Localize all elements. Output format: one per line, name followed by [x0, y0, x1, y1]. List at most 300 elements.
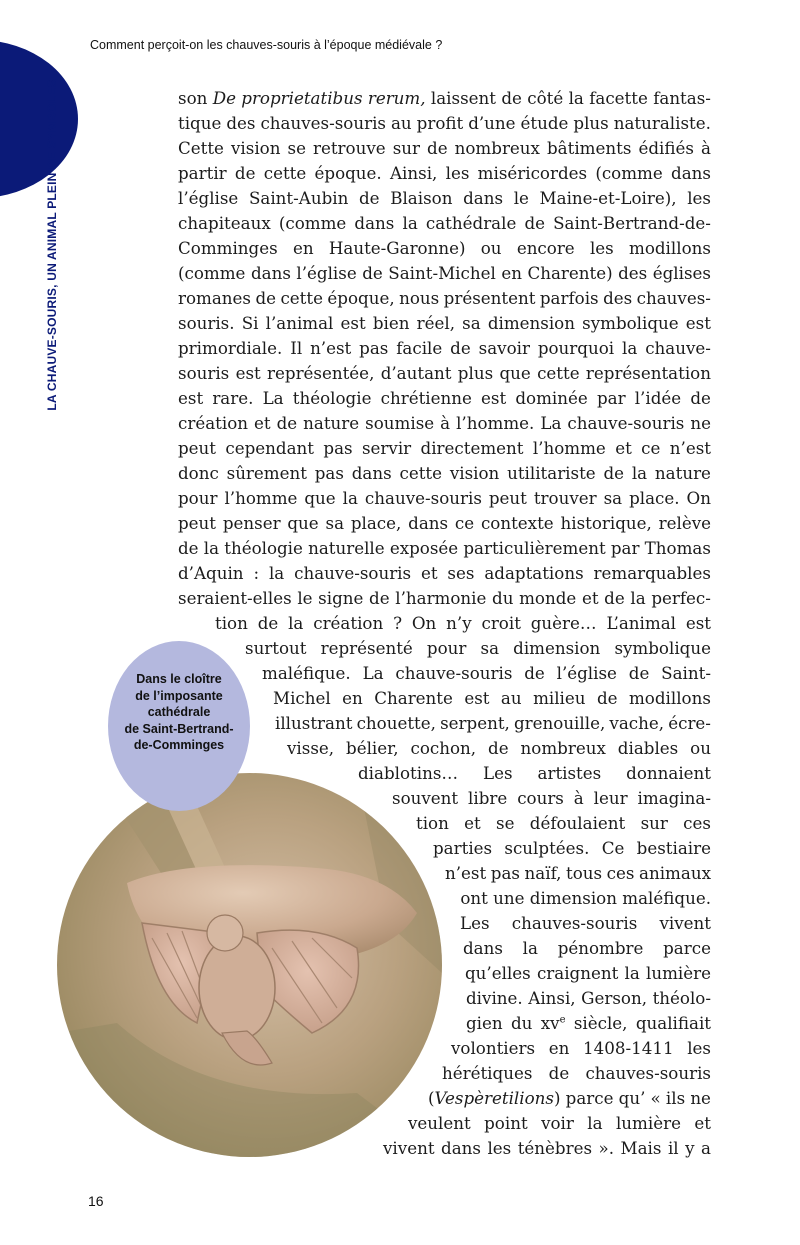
- body-word: peut: [178, 438, 217, 458]
- sculpture-photo: [57, 773, 442, 1157]
- body-word: dans: [354, 213, 395, 233]
- body-text-line: [392, 786, 711, 811]
- body-text-line: [178, 561, 711, 586]
- body-word: donnaient: [626, 763, 711, 783]
- body-word: Michel: [273, 688, 331, 708]
- body-word: théologie: [292, 388, 372, 408]
- body-word: la: [587, 1113, 603, 1133]
- caption-line: Dans le cloître: [136, 672, 222, 686]
- body-word: représentation: [585, 363, 711, 383]
- body-word: ils: [665, 1088, 686, 1108]
- body-word: édifiés: [638, 138, 694, 158]
- body-word: L’animal: [606, 613, 676, 633]
- body-word: pénombre: [557, 938, 644, 958]
- body-word: bien: [372, 313, 410, 333]
- body-word: ce: [454, 513, 475, 533]
- body-word: illustrant: [275, 713, 353, 733]
- body-word: la: [631, 463, 648, 483]
- body-word: chauves-souris: [585, 1063, 711, 1083]
- body-word: de: [178, 538, 199, 558]
- body-text-line: [178, 186, 711, 211]
- body-word: chauve-souris: [395, 663, 513, 683]
- body-word: nature: [654, 463, 711, 483]
- body-word: lumière: [646, 963, 711, 983]
- bat-sculpture-image: [57, 773, 442, 1157]
- body-word: Haute-Garonne): [328, 238, 466, 258]
- body-word: encore: [516, 238, 575, 258]
- body-word: ce: [641, 438, 661, 458]
- body-word: de: [501, 88, 522, 108]
- body-word: diables: [617, 738, 679, 758]
- body-word: l’église: [178, 188, 239, 208]
- body-word: de: [427, 138, 448, 158]
- body-text-line: [178, 311, 711, 336]
- body-word: des: [603, 288, 633, 308]
- body-word: Saint-Bertrand-de-: [553, 213, 711, 233]
- body-text-line: [178, 386, 711, 411]
- body-text-line: [178, 511, 711, 536]
- body-word: de: [255, 288, 276, 308]
- body-word: la: [622, 338, 638, 358]
- body-word: chauves-souris: [511, 913, 638, 933]
- body-text-line: [178, 136, 711, 161]
- body-word: époque,: [327, 288, 395, 308]
- body-word: craignent: [536, 963, 619, 983]
- body-word: et: [581, 588, 599, 608]
- body-word: vache,: [609, 713, 665, 733]
- body-word: de: [603, 463, 625, 483]
- body-word: dans: [408, 513, 449, 533]
- body-word: en: [342, 688, 363, 708]
- body-word: profit: [416, 113, 464, 133]
- body-word: grenouille,: [513, 713, 606, 733]
- body-word: De proprietatibus rerum,: [212, 88, 426, 108]
- body-word: pas: [359, 338, 389, 358]
- body-word: parce: [565, 1088, 614, 1108]
- body-word: côté: [527, 88, 564, 108]
- body-word: remarquables: [593, 563, 711, 583]
- body-word: ou: [480, 238, 502, 258]
- body-word: au: [390, 113, 412, 133]
- body-word: Il: [290, 338, 303, 358]
- body-text-line: [245, 636, 711, 661]
- body-word: Maine-et-Loire),: [539, 188, 677, 208]
- body-word: cathédrale: [425, 213, 517, 233]
- body-word: ».: [598, 1138, 615, 1158]
- body-word: modillons: [628, 688, 711, 708]
- body-word: la: [624, 963, 640, 983]
- body-word: il: [667, 1138, 679, 1158]
- body-word: que: [304, 488, 336, 508]
- body-word: adaptations: [484, 563, 584, 583]
- body-word: le: [297, 588, 313, 608]
- photo-caption: [108, 671, 250, 754]
- body-word: «: [650, 1088, 661, 1108]
- body-text-line: [383, 1136, 711, 1161]
- caption-line: de Saint-Bertrand-: [124, 721, 234, 736]
- body-word: partir: [178, 163, 227, 183]
- body-word: et: [420, 563, 438, 583]
- body-text-line: [178, 336, 711, 361]
- body-word: les: [487, 1138, 512, 1158]
- body-word: de: [548, 1063, 570, 1083]
- body-word: à: [440, 413, 451, 433]
- body-word: chauves-: [636, 288, 711, 308]
- body-word: sûrement: [226, 463, 307, 483]
- body-word: dimension: [513, 638, 601, 658]
- body-word: cependant: [225, 438, 315, 458]
- body-word: ces: [683, 813, 711, 833]
- body-word: les: [589, 238, 614, 258]
- body-text-line: [178, 436, 711, 461]
- body-word: Comminges: [178, 238, 278, 258]
- body-word: se: [287, 138, 306, 158]
- body-word: de: [362, 263, 383, 283]
- body-word: Si: [241, 313, 259, 333]
- body-word: naïf,: [524, 863, 562, 883]
- body-text-line: [215, 611, 711, 636]
- body-word: l’homme: [224, 488, 298, 508]
- body-word: La: [362, 663, 384, 683]
- body-word: sa: [325, 513, 345, 533]
- body-word: et: [694, 1113, 711, 1133]
- body-word: chapiteaux: [178, 213, 271, 233]
- body-word: ne: [690, 413, 711, 433]
- body-text-line: [178, 361, 711, 386]
- body-word: chauve-: [645, 338, 711, 358]
- body-word: Thomas: [644, 538, 711, 558]
- body-word: qu’elles: [465, 963, 531, 983]
- body-word: milieu: [533, 688, 586, 708]
- body-word: leur: [593, 788, 628, 808]
- body-word: animaux: [639, 863, 711, 883]
- body-word: les: [445, 163, 470, 183]
- body-word: La: [540, 413, 562, 433]
- body-word: dans: [671, 163, 711, 183]
- body-word: modillons: [629, 238, 711, 258]
- body-word: facile: [396, 338, 443, 358]
- body-text-line: [178, 486, 711, 511]
- body-word: soumise: [365, 413, 435, 433]
- body-word: vision: [449, 463, 500, 483]
- body-word: hérétiques: [442, 1063, 533, 1083]
- body-word: signe: [318, 588, 364, 608]
- body-word: symbolique: [614, 638, 711, 658]
- body-text-line: [460, 911, 711, 936]
- body-text-line: [433, 836, 711, 861]
- body-word: plus: [457, 363, 494, 383]
- body-word: facette: [589, 88, 648, 108]
- body-text-line: [178, 586, 711, 611]
- body-word: l’église: [296, 263, 357, 283]
- body-word: imagina-: [637, 788, 711, 808]
- body-word: en: [501, 263, 522, 283]
- body-word: est: [340, 313, 366, 333]
- body-word: dans: [351, 463, 392, 483]
- body-word: chauve-souris: [567, 413, 685, 433]
- body-text-line: [445, 861, 711, 886]
- body-word: La: [262, 388, 284, 408]
- body-word: artistes: [537, 763, 602, 783]
- body-word: Saint-Aubin: [248, 188, 349, 208]
- body-word: perfec-: [651, 588, 711, 608]
- body-word: l’homme: [532, 438, 606, 458]
- chapter-side-title: LA CHAUVE-SOURIS, UN ANIMAL PLEIN DE SYMBOLES: [45, 79, 59, 411]
- body-word: retrouve: [313, 138, 386, 158]
- body-word: contexte: [480, 513, 554, 533]
- caption-line: de l’imposante: [135, 688, 223, 703]
- body-word: Gerson,: [581, 988, 648, 1008]
- body-word: cette: [399, 463, 443, 483]
- body-text-line: [287, 736, 711, 761]
- body-word: bâtiments: [547, 138, 632, 158]
- body-word: la: [203, 538, 220, 558]
- body-word: pour: [178, 488, 218, 508]
- body-text-line: [178, 261, 711, 286]
- body-word: est: [685, 613, 711, 633]
- body-word: lumière: [615, 1113, 681, 1133]
- body-word: naturaliste.: [613, 113, 711, 133]
- body-word: maléfique.: [262, 663, 351, 683]
- body-word: voir: [541, 1113, 574, 1133]
- body-word: penser: [222, 513, 281, 533]
- body-word: n’est: [669, 438, 711, 458]
- body-text-line: [428, 1086, 711, 1111]
- body-word: nous: [399, 288, 440, 308]
- body-word: ?: [393, 613, 403, 633]
- body-word: seraient-elles: [178, 588, 292, 608]
- body-text-line: [465, 961, 711, 986]
- body-word: tique: [178, 113, 222, 133]
- body-word: de: [369, 588, 390, 608]
- body-word: se: [496, 813, 515, 833]
- body-word: la: [402, 213, 418, 233]
- body-word: place,: [350, 513, 402, 533]
- body-word: Mais: [620, 1138, 662, 1158]
- body-word: sculptées.: [504, 838, 590, 858]
- body-word: époque.: [314, 163, 382, 183]
- body-text-line: [442, 1061, 711, 1086]
- body-word: la: [630, 588, 646, 608]
- body-word: a: [701, 1138, 711, 1158]
- body-word: chauve-souris: [294, 563, 412, 583]
- body-text-line: [178, 411, 711, 436]
- body-word: visse,: [287, 738, 335, 758]
- body-word: particulièrement: [463, 538, 606, 558]
- body-word: de: [359, 188, 380, 208]
- body-word: (comme: [595, 163, 663, 183]
- body-word: n’y: [446, 613, 472, 633]
- body-word: historique,: [560, 513, 652, 533]
- body-word: la: [522, 938, 538, 958]
- body-word: défoulaient: [529, 813, 626, 833]
- body-word: l’harmonie: [395, 588, 487, 608]
- body-word: de: [628, 663, 650, 683]
- body-word: Saint-: [661, 663, 711, 683]
- body-word: au: [500, 688, 522, 708]
- body-word: souris: [178, 363, 230, 383]
- body-word: volontiers: [451, 1038, 536, 1058]
- caption-line: de-Comminges: [133, 738, 225, 752]
- body-word: pour: [426, 638, 467, 658]
- body-word: écre-: [668, 713, 711, 733]
- body-word: que: [499, 363, 531, 383]
- body-word: tion: [416, 813, 449, 833]
- body-word: peut: [178, 513, 217, 533]
- body-word: de: [524, 213, 546, 233]
- body-word: On: [686, 488, 711, 508]
- body-word: de: [276, 413, 298, 433]
- body-word: de: [450, 338, 471, 358]
- body-word: n’est: [445, 863, 487, 883]
- body-word: chrétienne: [380, 388, 472, 408]
- body-word: cette: [263, 163, 307, 183]
- body-word: Charente: [374, 688, 453, 708]
- body-word: en: [292, 238, 314, 258]
- body-word: de: [524, 663, 545, 683]
- body-word: parfois: [539, 288, 599, 308]
- body-text-line: [178, 236, 711, 261]
- body-word: y: [685, 1138, 695, 1158]
- body-word: qualifiait: [635, 1013, 711, 1033]
- body-word: et: [254, 413, 271, 433]
- body-word: pas: [323, 438, 353, 458]
- body-word: théolo-: [652, 988, 711, 1008]
- body-word: primordiale.: [178, 338, 283, 358]
- body-word: présentent: [443, 288, 536, 308]
- body-word: de: [604, 588, 625, 608]
- body-word: Ainsi,: [528, 988, 576, 1008]
- body-word: nombreux: [520, 738, 606, 758]
- body-word: Charente): [527, 263, 613, 283]
- body-word: l’homme.: [456, 413, 535, 433]
- body-word: exposée: [389, 538, 459, 558]
- body-word: de: [234, 163, 256, 183]
- body-word: son: [178, 88, 208, 108]
- body-word: cochon,: [410, 738, 477, 758]
- body-word: d’Aquin: [178, 563, 244, 583]
- body-word: Ainsi,: [390, 163, 438, 183]
- body-word: la: [288, 613, 304, 633]
- body-word: ne: [690, 1088, 711, 1108]
- body-word: nature: [303, 413, 360, 433]
- body-word: dans: [463, 188, 504, 208]
- body-text-line: [178, 86, 711, 111]
- body-text-line: [178, 111, 711, 136]
- body-word: Les: [483, 763, 513, 783]
- body-word: à: [573, 788, 584, 808]
- body-word: servir: [361, 438, 412, 458]
- body-text-line: [262, 661, 711, 686]
- body-text-line: [466, 1011, 711, 1036]
- body-word: d’autant: [380, 363, 452, 383]
- body-word: monde: [519, 588, 577, 608]
- body-word: naturelle: [308, 538, 385, 558]
- body-text-line: [416, 811, 711, 836]
- body-word: trouver: [533, 488, 597, 508]
- body-text-line: [178, 211, 711, 236]
- body-word: en: [548, 1038, 570, 1058]
- caption-line: cathédrale: [147, 705, 211, 719]
- running-header: Comment perçoit-on les chauves-souris à l’époque médiévale ?: [90, 38, 443, 52]
- body-word: peut: [488, 488, 527, 508]
- body-word: et: [464, 813, 481, 833]
- body-word: cette: [537, 363, 580, 383]
- body-text-line: [275, 711, 711, 736]
- body-word: chauves-souris: [260, 113, 386, 133]
- body-word: relève: [658, 513, 711, 533]
- body-word: l’église: [556, 663, 617, 683]
- body-text-line: [178, 286, 711, 311]
- chapter-tab: [0, 40, 78, 198]
- body-word: pas: [314, 463, 344, 483]
- body-word: églises: [652, 263, 711, 283]
- body-word: directement: [420, 438, 524, 458]
- body-word: création: [178, 413, 248, 433]
- body-word: est: [481, 388, 507, 408]
- body-text-line: ont une dimension maléfique.: [460, 888, 711, 908]
- body-word: Cette: [178, 138, 224, 158]
- body-word: est: [685, 313, 711, 333]
- body-word: de: [488, 738, 509, 758]
- body-word: dans: [250, 263, 291, 283]
- body-word: souris.: [178, 313, 235, 333]
- body-word: étude: [520, 113, 569, 133]
- body-word: les: [687, 188, 711, 208]
- page-number: 16: [88, 1193, 104, 1209]
- body-word: vivent: [383, 1138, 435, 1158]
- body-word: (Vespèretilions): [428, 1088, 561, 1108]
- body-word: pourquoi: [537, 338, 615, 358]
- body-word: point: [484, 1113, 528, 1133]
- body-word: vision: [230, 138, 281, 158]
- body-word: par: [610, 538, 640, 558]
- body-word: représentée,: [267, 363, 375, 383]
- body-word: guère…: [530, 613, 597, 633]
- body-word: Ce: [601, 838, 625, 858]
- body-word: est: [235, 363, 261, 383]
- body-word: nombreux: [454, 138, 540, 158]
- body-word: utilitariste: [507, 463, 596, 483]
- body-word: Les: [460, 913, 490, 933]
- body-word: des: [618, 263, 648, 283]
- body-text-line: [463, 936, 711, 961]
- body-text-line: [358, 761, 711, 786]
- body-word: ou: [690, 738, 711, 758]
- body-text-line: [178, 536, 711, 561]
- body-word: du: [510, 1013, 533, 1033]
- body-word: serpent,: [440, 713, 510, 733]
- body-word: et: [615, 438, 632, 458]
- body-word: représenté: [320, 638, 413, 658]
- body-word: à: [700, 138, 711, 158]
- body-word: miséricordes: [477, 163, 588, 183]
- body-word: théologie: [224, 538, 303, 558]
- body-word: ces: [606, 863, 635, 883]
- body-word: parce: [663, 938, 711, 958]
- body-word: plus: [573, 113, 609, 133]
- body-word: :: [253, 563, 260, 583]
- body-word: dans: [441, 1138, 481, 1158]
- body-word: veulent: [408, 1113, 471, 1133]
- body-word: tion: [215, 613, 248, 633]
- body-word: les: [687, 1038, 711, 1058]
- body-word: (comme: [178, 263, 246, 283]
- body-word: de: [596, 688, 618, 708]
- body-text-line: [466, 986, 711, 1011]
- body-word: croit: [481, 613, 521, 633]
- body-word: Saint-Michel: [388, 263, 496, 283]
